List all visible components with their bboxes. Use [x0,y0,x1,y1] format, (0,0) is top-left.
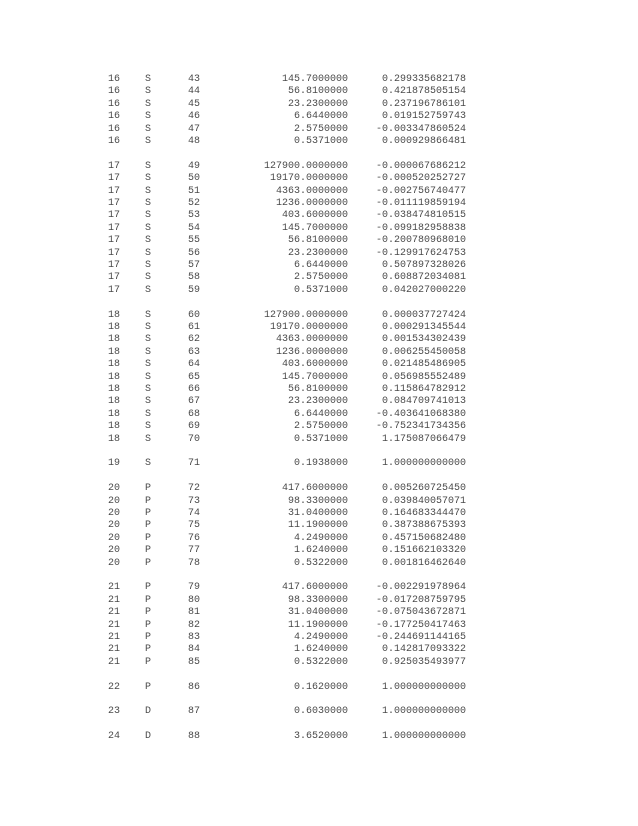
exponent-value: 0.5322000 [293,656,348,668]
table-row [0,310,638,322]
orbital-type: S [145,98,152,110]
orbital-type: P [145,508,152,519]
contraction-coefficient: -0.003347860524 [375,123,466,135]
shell-number: 18 [108,433,121,445]
table-row [0,372,638,384]
shell-number: 17 [108,235,121,247]
contraction-coefficient: -0.000067686212 [375,160,466,172]
exponent-value: 31.0400000 [287,607,348,619]
shell-number: 20 [108,532,121,544]
exponent-value: 0.1938000 [293,458,348,470]
table-row [0,347,638,359]
function-index: 69 [188,421,201,433]
shell-number: 18 [108,359,121,371]
orbital-type: P [145,681,152,693]
contraction-coefficient: 0.000291345544 [381,322,466,333]
table-row [0,272,638,284]
function-index: 46 [188,111,201,123]
shell-number: 17 [108,222,121,234]
shell-number: 20 [108,508,121,519]
contraction-coefficient: 0.151662103320 [381,545,466,557]
exponent-value: 6.6440000 [293,111,348,123]
exponent-value: 127900.0000000 [263,309,348,321]
exponent-value: 23.2300000 [287,98,348,110]
exponent-value: 19170.0000000 [269,173,348,185]
function-index: 47 [188,123,201,135]
shell-number: 16 [108,86,121,98]
orbital-type: S [145,123,152,135]
table-row [0,520,638,532]
contraction-coefficient: 0.142817093322 [381,644,466,656]
contraction-coefficient: 0.056985552489 [381,371,466,383]
function-index: 57 [188,260,201,271]
function-index: 51 [188,185,201,197]
exponent-value: 1.6240000 [293,644,348,656]
exponent-value: 3.6520000 [293,731,348,743]
function-index: 61 [188,322,201,333]
contraction-coefficient: -0.000520252727 [375,173,466,185]
exponent-value: 4.2490000 [293,632,348,643]
exponent-value: 1.6240000 [293,545,348,557]
function-index: 50 [188,173,201,185]
function-index: 67 [188,396,201,408]
shell-number: 21 [108,644,121,656]
function-index: 56 [188,247,201,259]
contraction-coefficient: 0.042027000220 [381,284,466,296]
contraction-coefficient: -0.244691144165 [375,632,466,643]
function-index: 48 [188,136,201,147]
exponent-value: 2.5750000 [293,272,348,284]
exponent-value: 11.1900000 [287,520,348,532]
contraction-coefficient: -0.129917624753 [375,247,466,259]
exponent-value: 2.5750000 [293,421,348,433]
shell-number: 21 [108,656,121,668]
function-index: 80 [188,594,201,606]
table-row [0,173,638,185]
exponent-value: 145.7000000 [281,222,348,234]
table-row [0,186,638,198]
function-index: 63 [188,346,201,358]
orbital-type: S [145,433,152,445]
function-index: 82 [188,619,201,631]
exponent-value: 98.3300000 [287,495,348,507]
shell-number: 16 [108,136,121,147]
table-row [0,124,638,136]
orbital-type: S [145,284,152,296]
contraction-coefficient: 1.000000000000 [381,458,466,470]
table-row [0,706,638,718]
contraction-coefficient: -0.002291978964 [375,582,466,594]
function-index: 70 [188,433,201,445]
exponent-value: 4363.0000000 [275,334,348,346]
orbital-type: S [145,322,152,333]
orbital-type: S [145,160,152,172]
function-index: 64 [188,359,201,371]
orbital-type: S [145,198,152,209]
table-row [0,558,638,570]
function-index: 52 [188,198,201,209]
table-row [0,582,638,594]
table-row [0,74,638,86]
exponent-value: 23.2300000 [287,247,348,259]
orbital-type: S [145,235,152,247]
function-index: 65 [188,371,201,383]
shell-number: 17 [108,272,121,284]
contraction-coefficient: 0.019152759743 [381,111,466,123]
exponent-value: 56.8100000 [287,86,348,98]
contraction-coefficient: -0.752341734356 [375,421,466,433]
function-index: 66 [188,384,201,395]
contraction-coefficient: 0.421878505154 [381,86,466,98]
table-row [0,136,638,148]
shell-number: 16 [108,123,121,135]
function-index: 77 [188,545,201,557]
shell-number: 22 [108,681,121,693]
contraction-coefficient: -0.017208759795 [375,594,466,606]
shell-number: 18 [108,334,121,346]
orbital-type: S [145,86,152,98]
orbital-type: P [145,607,152,619]
orbital-type: S [145,396,152,408]
table-row [0,620,638,632]
table-row [0,483,638,495]
table-row [0,161,638,173]
shell-number: 17 [108,185,121,197]
contraction-coefficient: 1.000000000000 [381,681,466,693]
shell-number: 17 [108,247,121,259]
orbital-type: S [145,371,152,383]
shell-number: 20 [108,545,121,557]
exponent-value: 56.8100000 [287,384,348,395]
shell-number: 20 [108,495,121,507]
exponent-value: 0.5371000 [293,433,348,445]
orbital-type: S [145,136,152,147]
shell-number: 17 [108,198,121,209]
contraction-coefficient: 0.000037727424 [381,309,466,321]
orbital-type: P [145,656,152,668]
table-row [0,632,638,644]
orbital-type: S [145,334,152,346]
exponent-value: 0.5371000 [293,284,348,296]
exponent-value: 0.6030000 [293,706,348,718]
orbital-type: D [145,706,152,718]
table-row [0,731,638,743]
contraction-coefficient: 0.021485486905 [381,359,466,371]
table-row [0,644,638,656]
shell-number: 18 [108,396,121,408]
exponent-value: 98.3300000 [287,594,348,606]
function-index: 43 [188,74,201,85]
orbital-type: P [145,594,152,606]
function-index: 79 [188,582,201,594]
table-row [0,496,638,508]
table-row [0,99,638,111]
table-row [0,111,638,123]
function-index: 55 [188,235,201,247]
contraction-coefficient: 1.000000000000 [381,731,466,743]
function-index: 78 [188,557,201,569]
orbital-type: S [145,384,152,395]
function-index: 58 [188,272,201,284]
exponent-value: 145.7000000 [281,74,348,85]
shell-number: 16 [108,74,121,85]
table-row [0,607,638,619]
shell-number: 20 [108,483,121,495]
table-row [0,210,638,222]
exponent-value: 127900.0000000 [263,160,348,172]
exponent-value: 1236.0000000 [275,346,348,358]
orbital-type: S [145,222,152,234]
contraction-coefficient: -0.002756740477 [375,185,466,197]
shell-number: 17 [108,210,121,222]
contraction-coefficient: -0.200780968010 [375,235,466,247]
contraction-coefficient: -0.038474810515 [375,210,466,222]
orbital-type: P [145,532,152,544]
contraction-coefficient: 0.164683344470 [381,508,466,519]
shell-number: 17 [108,173,121,185]
function-index: 84 [188,644,201,656]
contraction-coefficient: 0.925035493977 [381,656,466,668]
exponent-value: 0.5322000 [293,557,348,569]
orbital-type: S [145,421,152,433]
exponent-value: 31.0400000 [287,508,348,519]
shell-number: 21 [108,619,121,631]
exponent-value: 417.6000000 [281,483,348,495]
shell-number: 18 [108,421,121,433]
orbital-type: P [145,483,152,495]
orbital-type: D [145,731,152,743]
contraction-coefficient: -0.011119859194 [375,198,466,209]
orbital-type: S [145,111,152,123]
shell-number: 24 [108,731,121,743]
function-index: 72 [188,483,201,495]
shell-number: 20 [108,520,121,532]
contraction-coefficient: 0.237196786101 [381,98,466,110]
contraction-coefficient: 0.387388675393 [381,520,466,532]
table-row [0,86,638,98]
orbital-type: S [145,74,152,85]
orbital-type: S [145,185,152,197]
contraction-coefficient: -0.075043672871 [375,607,466,619]
function-index: 74 [188,508,201,519]
exponent-value: 403.6000000 [281,359,348,371]
orbital-type: P [145,632,152,643]
function-index: 45 [188,98,201,110]
exponent-value: 145.7000000 [281,371,348,383]
exponent-value: 403.6000000 [281,210,348,222]
shell-number: 20 [108,557,121,569]
contraction-coefficient: 0.005260725450 [381,483,466,495]
table-row [0,260,638,272]
orbital-type: S [145,260,152,271]
exponent-value: 0.1620000 [293,681,348,693]
orbital-type: P [145,644,152,656]
shell-number: 16 [108,111,121,123]
table-row [0,235,638,247]
shell-number: 17 [108,160,121,172]
contraction-coefficient: 0.039840057071 [381,495,466,507]
contraction-coefficient: -0.099182958838 [375,222,466,234]
table-row [0,458,638,470]
function-index: 76 [188,532,201,544]
contraction-coefficient: 0.457150682480 [381,532,466,544]
exponent-value: 417.6000000 [281,582,348,594]
contraction-coefficient: 0.084709741013 [381,396,466,408]
function-index: 87 [188,706,201,718]
table-row [0,359,638,371]
contraction-coefficient: -0.403641068380 [375,408,466,420]
shell-number: 17 [108,284,121,296]
function-index: 60 [188,309,201,321]
orbital-type: S [145,173,152,185]
shell-number: 17 [108,260,121,271]
shell-number: 18 [108,309,121,321]
orbital-type: P [145,545,152,557]
function-index: 88 [188,731,201,743]
orbital-type: S [145,247,152,259]
contraction-coefficient: 0.299335682178 [381,74,466,85]
contraction-coefficient: 1.000000000000 [381,706,466,718]
function-index: 68 [188,408,201,420]
contraction-coefficient: 0.000929866481 [381,136,466,147]
contraction-coefficient: 1.175087066479 [381,433,466,445]
shell-number: 18 [108,322,121,333]
exponent-value: 11.1900000 [287,619,348,631]
function-index: 81 [188,607,201,619]
shell-number: 21 [108,632,121,643]
contraction-coefficient: -0.177250417463 [375,619,466,631]
orbital-type: S [145,458,152,470]
shell-number: 18 [108,346,121,358]
shell-number: 21 [108,582,121,594]
shell-number: 23 [108,706,121,718]
exponent-value: 0.5371000 [293,136,348,147]
table-row [0,384,638,396]
function-index: 75 [188,520,201,532]
function-index: 49 [188,160,201,172]
table-row [0,595,638,607]
function-index: 71 [188,458,201,470]
function-index: 59 [188,284,201,296]
table-row [0,396,638,408]
exponent-value: 2.5750000 [293,123,348,135]
table-row [0,421,638,433]
orbital-type: P [145,557,152,569]
table-row [0,434,638,446]
contraction-coefficient: 0.115864782912 [381,384,466,395]
table-row [0,248,638,260]
shell-number: 18 [108,371,121,383]
orbital-type: S [145,346,152,358]
exponent-value: 6.6440000 [293,408,348,420]
table-row [0,334,638,346]
contraction-coefficient: 0.001534302439 [381,334,466,346]
exponent-value: 56.8100000 [287,235,348,247]
function-index: 44 [188,86,201,98]
orbital-type: S [145,272,152,284]
orbital-type: S [145,359,152,371]
orbital-type: P [145,520,152,532]
function-index: 54 [188,222,201,234]
function-index: 83 [188,632,201,643]
function-index: 73 [188,495,201,507]
function-index: 62 [188,334,201,346]
exponent-value: 19170.0000000 [269,322,348,333]
contraction-coefficient: 0.006255450058 [381,346,466,358]
orbital-type: P [145,619,152,631]
table-row [0,545,638,557]
shell-number: 19 [108,458,121,470]
table-row [0,533,638,545]
shell-number: 18 [108,384,121,395]
table-row [0,198,638,210]
orbital-type: P [145,582,152,594]
exponent-value: 6.6440000 [293,260,348,271]
table-row [0,409,638,421]
contraction-coefficient: 0.608872034081 [381,272,466,284]
table-row [0,223,638,235]
shell-number: 18 [108,408,121,420]
table-row [0,657,638,669]
table-row [0,285,638,297]
exponent-value: 1236.0000000 [275,198,348,209]
function-index: 86 [188,681,201,693]
table-row [0,508,638,520]
function-index: 85 [188,656,201,668]
shell-number: 21 [108,607,121,619]
function-index: 53 [188,210,201,222]
orbital-type: S [145,408,152,420]
table-row [0,682,638,694]
table-row [0,322,638,334]
exponent-value: 23.2300000 [287,396,348,408]
contraction-coefficient: 0.507897328026 [381,260,466,271]
exponent-value: 4.2490000 [293,532,348,544]
shell-number: 21 [108,594,121,606]
shell-number: 16 [108,98,121,110]
orbital-type: S [145,210,152,222]
exponent-value: 4363.0000000 [275,185,348,197]
orbital-type: P [145,495,152,507]
orbital-type: S [145,309,152,321]
contraction-coefficient: 0.001816462640 [381,557,466,569]
